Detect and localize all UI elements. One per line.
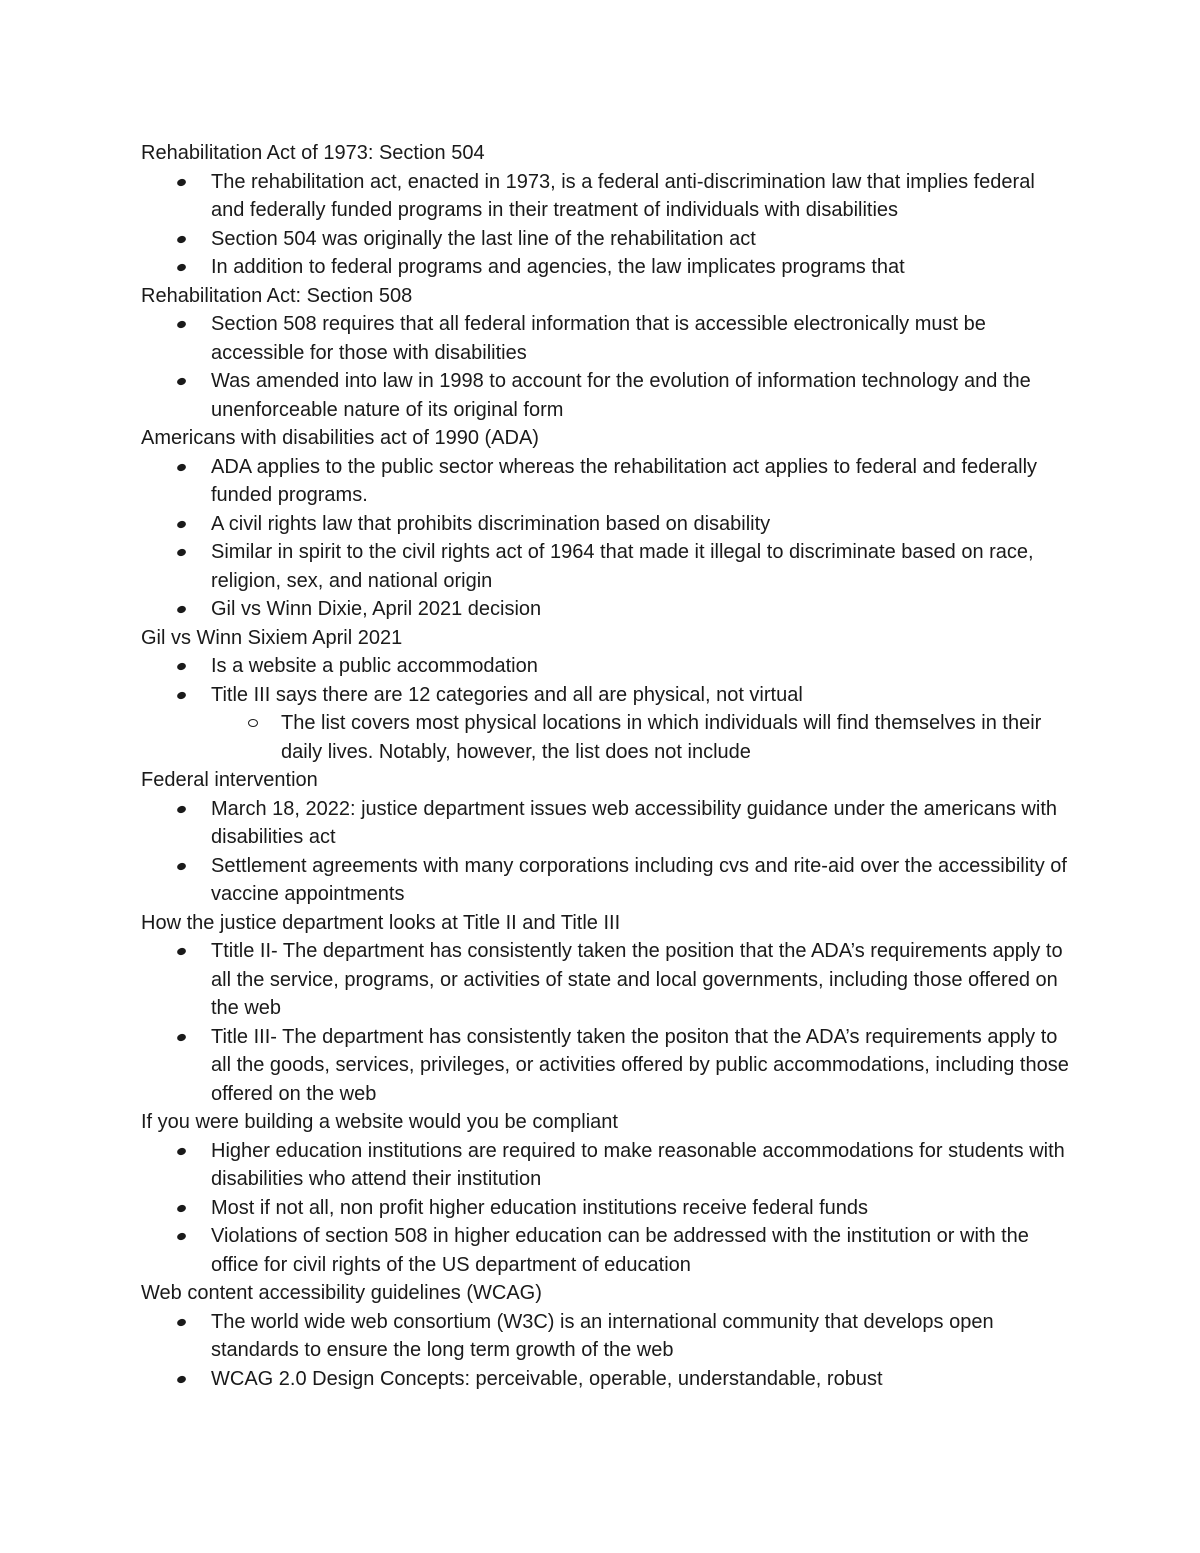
- list-item: [141, 1222, 1071, 1279]
- list-item: [141, 1308, 1071, 1365]
- list-item-text: The world wide web consortium (W3C) is an international community that develops open standards to ensure the long term growth of the web: [211, 1310, 994, 1361]
- bullet-dot-icon: [176, 548, 187, 558]
- list-item-text: Most if not all, non profit higher education institutions receive federal funds: [211, 1196, 869, 1219]
- document-body: [141, 139, 1071, 1393]
- bullet-dot-icon: [176, 519, 187, 529]
- list-item-text: ADA applies to the public sector whereas the rehabilitation act applies to federal and federally funded programs.: [211, 455, 1038, 506]
- list-item-text: March 18, 2022: justice department issues web accessibility guidance under the americans with disabilities act: [211, 797, 1057, 848]
- section-heading: Federal intervention: [141, 769, 318, 791]
- list-item-text: Gil vs Winn Dixie, April 2021 decision: [211, 598, 542, 620]
- bullet-list: [141, 652, 1071, 766]
- bullet-dot-icon: [176, 234, 187, 244]
- bullet-circle-icon: [248, 719, 258, 727]
- list-item-text: A civil rights law that prohibits discrimination based on disability: [211, 512, 771, 535]
- bullet-dot-icon: [176, 662, 187, 672]
- bullet-dot-icon: [176, 1032, 187, 1042]
- list-item-text: Section 504 was originally the last line of the rehabilitation act: [211, 227, 756, 250]
- bullet-dot-icon: [176, 947, 187, 957]
- list-item: [141, 538, 1071, 595]
- list-item-text: Was amended into law in 1998 to account for the evolution of information technology and the unenforceable nature of its original form: [211, 370, 1031, 421]
- list-item: [141, 453, 1071, 510]
- bullet-list: [141, 310, 1071, 424]
- bullet-list: [141, 1308, 1071, 1394]
- section-heading: Web content accessibility guidelines (WCAG): [141, 1282, 542, 1304]
- list-item-text: Section 508 requires that all federal information that is accessible electronically must be accessible for those with disabilities: [211, 313, 986, 364]
- list-item: [141, 795, 1071, 852]
- list-item: [141, 367, 1071, 424]
- bullet-list: [141, 937, 1071, 1108]
- bullet-dot-icon: [176, 605, 187, 615]
- bullet-dot-icon: [176, 177, 187, 187]
- bullet-dot-icon: [176, 804, 187, 814]
- bullet-list: [141, 168, 1071, 282]
- list-item-text: Title III- The department has consistently taken the positon that the ADA’s requirements apply to all the goods, services, privileges, or activities offered by public accommodations, including those offered on the web: [211, 1025, 1069, 1105]
- list-item: [141, 652, 1071, 681]
- section-heading: If you were building a website would you be compliant: [141, 1111, 618, 1133]
- section-heading: Rehabilitation Act of 1973: Section 504: [141, 142, 485, 164]
- section-heading: Americans with disabilities act of 1990 (ADA): [141, 427, 539, 449]
- list-item-text: In addition to federal programs and agencies, the law implicates programs that: [211, 256, 905, 278]
- bullet-dot-icon: [176, 263, 187, 273]
- list-item-text: Is a website a public accommodation: [211, 655, 538, 677]
- bullet-dot-icon: [176, 1374, 187, 1384]
- section-heading: Gil vs Winn Sixiem April 2021: [141, 626, 403, 649]
- list-item: [141, 1023, 1071, 1109]
- list-item: [141, 1137, 1071, 1194]
- bullet-dot-icon: [176, 462, 187, 472]
- bullet-dot-icon: [176, 1232, 187, 1242]
- bullet-dot-icon: [176, 861, 187, 871]
- sub-list-item-text: The list covers most physical locations in which individuals will find themselves in their daily lives. Notably, however, the list does not include: [281, 712, 1042, 763]
- list-item-text: Higher education institutions are required to make reasonable accommodations for students with disabilities who attend their institution: [211, 1139, 1065, 1190]
- list-item: [141, 595, 1071, 624]
- sub-list-item: [211, 709, 1071, 766]
- list-item: [141, 1194, 1071, 1223]
- list-item: [141, 852, 1071, 909]
- list-item: [141, 168, 1071, 225]
- list-item-text: Title III says there are 12 categories and all are physical, not virtual: [211, 683, 803, 706]
- bullet-dot-icon: [176, 1203, 187, 1213]
- list-item-text: Similar in spirit to the civil rights act of 1964 that made it illegal to discriminate based on race, religion, sex, and national origin: [211, 541, 1034, 592]
- list-item: [141, 310, 1071, 367]
- list-item: [141, 510, 1071, 539]
- list-item: [141, 937, 1071, 1023]
- bullet-dot-icon: [176, 377, 187, 387]
- list-item: [141, 1365, 1071, 1394]
- bullet-list: [141, 453, 1071, 624]
- list-item: [141, 253, 1071, 282]
- bullet-list: [141, 795, 1071, 909]
- list-item-text: WCAG 2.0 Design Concepts: perceivable, operable, understandable, robust: [211, 1367, 883, 1390]
- section-heading: How the justice department looks at Title II and Title III: [141, 911, 621, 934]
- bullet-dot-icon: [176, 320, 187, 330]
- bullet-dot-icon: [176, 690, 187, 700]
- bullet-list: [141, 1137, 1071, 1280]
- bullet-dot-icon: [176, 1146, 187, 1156]
- bullet-dot-icon: [176, 1317, 187, 1327]
- list-item-text: Settlement agreements with many corporations including cvs and rite-aid over the accessibility of vaccine appointments: [211, 854, 1067, 905]
- list-item: [141, 681, 1071, 767]
- list-item: [141, 225, 1071, 254]
- list-item-text: Ttitle II- The department has consistently taken the position that the ADA’s requirements apply to all the service, programs, or activities of state and local governments, including those offered on the web: [211, 940, 1063, 1019]
- section-heading: Rehabilitation Act: Section 508: [141, 284, 413, 307]
- list-item-text: The rehabilitation act, enacted in 1973, is a federal anti-discrimination law that implies federal and federally funded programs in their treatment of individuals with disabilities: [211, 170, 1035, 221]
- sub-bullet-list: [211, 709, 1071, 766]
- list-item-text: Violations of section 508 in higher education can be addressed with the institution or with the office for civil rights of the US department of education: [211, 1225, 1029, 1276]
